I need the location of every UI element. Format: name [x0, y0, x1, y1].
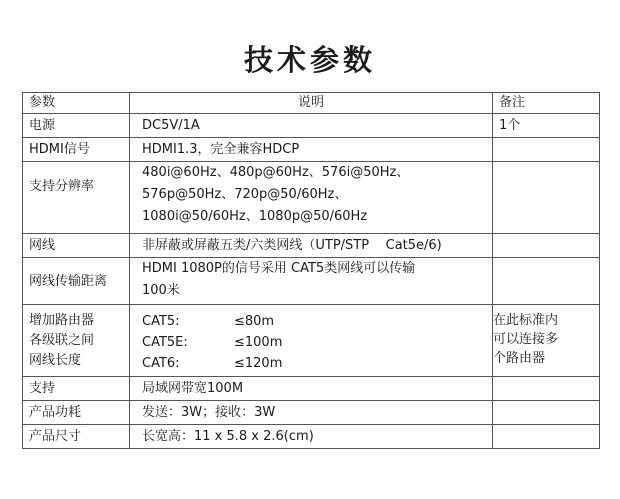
param-label: 网线传输距离 — [29, 274, 108, 289]
desc-cell — [130, 305, 493, 377]
list-item — [142, 311, 492, 332]
note-cell — [493, 425, 600, 449]
param-line: 网线长度 — [29, 353, 82, 368]
param-cell — [23, 305, 130, 377]
note-cell — [493, 401, 600, 425]
note-cell — [493, 234, 600, 258]
desc-cell — [130, 162, 493, 234]
list-item — [142, 353, 492, 374]
desc-cell — [130, 258, 493, 305]
desc-line: 576p@50Hz、720p@50/60Hz、 — [142, 187, 348, 202]
param-cell: 电源 — [23, 114, 130, 138]
table-row — [23, 425, 600, 449]
table-row — [23, 401, 600, 425]
spec-table — [22, 92, 600, 449]
table-row — [23, 258, 600, 305]
header-note: 备注 — [493, 93, 600, 114]
param-cell — [23, 258, 130, 305]
desc-cell: 非屏蔽或屏蔽五类/六类网线（UTP/STP Cat5e/6) — [130, 234, 493, 258]
note-line: 在此标准内 — [493, 313, 559, 328]
note-cell — [493, 305, 600, 377]
desc-line: HDMI 1080P的信号采用 CAT5类网线可以传输 — [142, 261, 416, 276]
cable-length-list — [142, 311, 492, 374]
note-cell — [493, 162, 600, 234]
desc-cell: 长宽高：11 x 5.8 x 2.6(cm) — [130, 425, 493, 449]
desc-line: 1080i@50/60Hz、1080p@50/60Hz — [142, 209, 368, 224]
note-line: 个路由器 — [493, 351, 546, 366]
cable-type: CAT5: — [142, 314, 180, 329]
param-line: 增加路由器 — [29, 313, 95, 328]
param-label: 支持分辨率 — [29, 179, 95, 194]
param-cell: 产品功耗 — [23, 401, 130, 425]
cable-max-length: ≤100m — [234, 335, 283, 350]
param-cell: 支持 — [23, 377, 130, 401]
cable-max-length: ≤80m — [234, 314, 275, 329]
cable-type: CAT5E: — [142, 335, 188, 350]
table-row — [23, 234, 600, 258]
table-header-row — [23, 93, 600, 114]
note-line: 可以连接多 — [493, 332, 559, 347]
param-cell — [23, 162, 130, 234]
note-cell — [493, 258, 600, 305]
desc-cell: DC5V/1A — [130, 114, 493, 138]
desc-cell: HDMI1.3，完全兼容HDCP — [130, 138, 493, 162]
cable-max-length: ≤120m — [234, 356, 283, 371]
header-param: 参数 — [23, 93, 130, 114]
param-cell: 产品尺寸 — [23, 425, 130, 449]
list-item — [142, 332, 492, 353]
param-cell: 网线 — [23, 234, 130, 258]
cable-type: CAT6: — [142, 356, 180, 371]
desc-line: 480i@60Hz、480p@60Hz、576i@50Hz、 — [142, 165, 410, 180]
table-row — [23, 377, 600, 401]
desc-line: 100米 — [142, 283, 180, 298]
desc-cell: 发送：3W；接收：3W — [130, 401, 493, 425]
note-cell — [493, 138, 600, 162]
param-cell: HDMI信号 — [23, 138, 130, 162]
header-desc: 说明 — [130, 93, 493, 114]
note-cell — [493, 377, 600, 401]
table-row — [23, 162, 600, 234]
table-row — [23, 138, 600, 162]
note-cell: 1个 — [493, 114, 600, 138]
page-title: 技术参数 — [243, 43, 376, 77]
desc-cell: 局域网带宽100M — [130, 377, 493, 401]
param-line: 各级联之间 — [29, 333, 95, 348]
table-row — [23, 305, 600, 377]
table-row — [23, 114, 600, 138]
